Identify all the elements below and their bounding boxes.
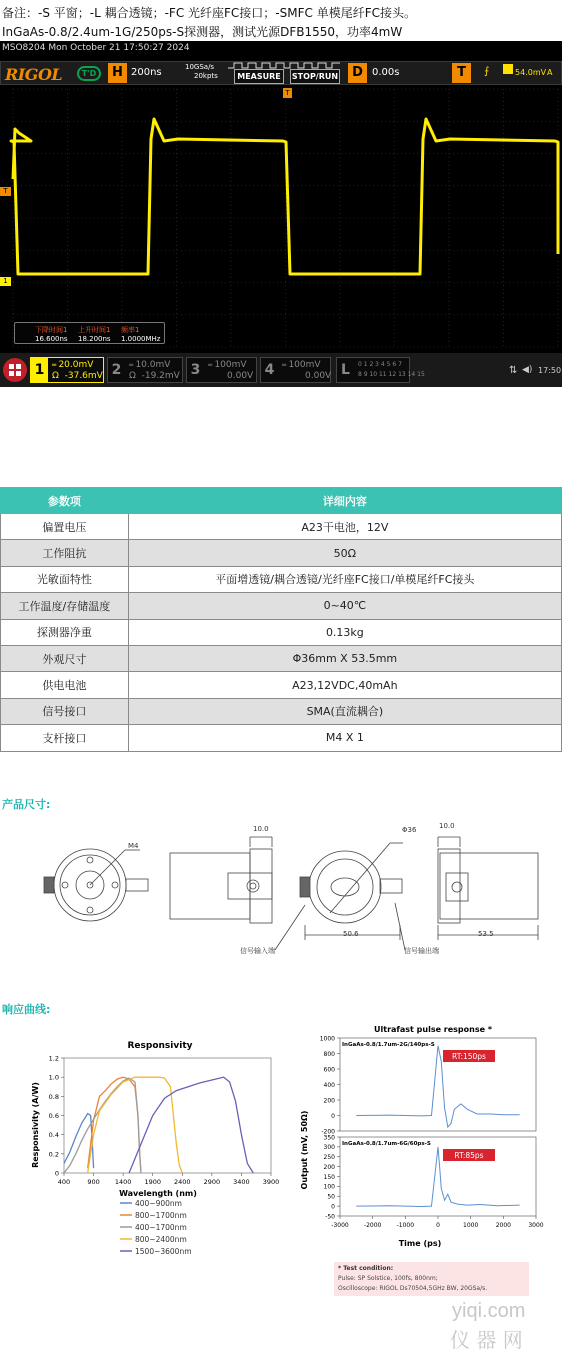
pulse-panel-2 xyxy=(324,1134,536,1220)
test-condition-line-1: Pulse: SP Solstice, 100fs, 800nm; xyxy=(338,1275,438,1282)
legend-label-2: 800~1700nm xyxy=(135,1211,187,1220)
spec-table-header-row xyxy=(1,488,562,514)
param-cell: 供电电池 xyxy=(1,672,129,698)
logic-row-2: 8 9 10 11 12 13 14 15 xyxy=(358,371,425,378)
channel-3-scale: ═ 100mV xyxy=(208,360,247,370)
menu-icon[interactable] xyxy=(3,358,27,382)
channel-3-scale-value: 100mV xyxy=(214,360,247,370)
dim-10-right: 10.0 xyxy=(439,822,455,830)
x-tick-label: 1900 xyxy=(144,1178,161,1186)
trigger-label[interactable]: T xyxy=(452,63,471,83)
note-line-1: 备注：-S 平窗；-L 耦合透镜；-FC 光纤座FC接口；-SMFC 单模尾纤FC接头。 xyxy=(2,6,416,20)
value-cell: 0.13kg xyxy=(128,619,561,645)
channel-1-box[interactable] xyxy=(30,357,104,383)
trigger-edge-icon: ⨍ xyxy=(484,66,490,77)
channel-1-scale: ═ 20.0mV xyxy=(52,360,94,370)
param-cell: 外观尺寸 xyxy=(1,645,129,671)
frequency-value: 1.0000MHz xyxy=(121,335,161,343)
pulse-y-tick-label: 600 xyxy=(323,1066,335,1074)
pulse-y-tick-label: 1000 xyxy=(319,1035,335,1043)
pulse-x-tick-label: -3000 xyxy=(331,1222,349,1229)
logic-channel-box[interactable] xyxy=(336,357,425,383)
pulse-response-chart xyxy=(296,1020,544,1252)
channel-4-scale-value: 100mV xyxy=(288,360,321,370)
value-cell: A23,12VDC,40mAh xyxy=(128,672,561,698)
stop-run-button[interactable]: STOP/RUN xyxy=(290,69,340,84)
channel-4-scale: ═ 100mV xyxy=(282,360,321,370)
pulse-y-tick-label: 250 xyxy=(323,1154,335,1162)
x-tick-label: 2400 xyxy=(174,1178,191,1186)
rise-time-value: 18.200ns xyxy=(78,335,111,343)
channel-1-coupling: Ω xyxy=(52,371,59,381)
pulse-x-tick-label: -1000 xyxy=(396,1222,415,1229)
table-row xyxy=(1,725,562,751)
pulse-x-tick-label: 1000 xyxy=(463,1222,479,1229)
pulse-x-tick-label: 0 xyxy=(436,1222,440,1229)
horizontal-label[interactable]: H xyxy=(108,63,127,83)
pulse-badge-text-2: RT:85ps xyxy=(454,1151,484,1160)
param-cell: 偏置电压 xyxy=(1,514,129,540)
dim-50-6: 50.6 xyxy=(343,930,359,938)
channel-3-box[interactable] xyxy=(186,357,257,383)
pulse-ylabel: Output (mV, 50Ω) xyxy=(300,1110,309,1190)
pulse-panel-label-1: InGaAs-0.8/1.7um-2G/140ps-S xyxy=(342,1042,435,1048)
value-cell: 0~40℃ xyxy=(128,593,561,619)
pulse-y-tick-label: 200 xyxy=(323,1097,335,1105)
test-condition-title: * Test condition: xyxy=(338,1265,394,1272)
channel-2-offset xyxy=(129,371,180,381)
x-tick-label: 400 xyxy=(57,1178,71,1186)
response-title: 响应曲线: xyxy=(2,1003,51,1016)
responsivity-title: Responsivity xyxy=(127,1041,193,1051)
param-cell: 工作阻抗 xyxy=(1,540,129,566)
param-cell: 探测器净重 xyxy=(1,619,129,645)
rigol-logo: RIGOL xyxy=(5,65,63,84)
dim-10-left: 10.0 xyxy=(253,825,269,833)
table-row xyxy=(1,619,562,645)
table-row xyxy=(1,645,562,671)
param-cell: 支杆接口 xyxy=(1,725,129,751)
y-tick-label: 0.2 xyxy=(48,1150,59,1159)
trigger-level-marker[interactable]: T xyxy=(0,187,11,196)
channel-2-scale: ═ 10.0mV xyxy=(129,360,171,370)
channel-2-offset-value: -19.2mV xyxy=(141,371,180,381)
pulse-panel-1 xyxy=(320,1035,536,1135)
table-row xyxy=(1,698,562,724)
y-tick-label: 0.8 xyxy=(48,1092,59,1101)
value-cell: Φ36mm X 53.5mm xyxy=(128,645,561,671)
channel-1-offset xyxy=(52,371,103,381)
table-row xyxy=(1,593,562,619)
sample-rate: 10GSa/s xyxy=(185,63,215,71)
oscilloscope-screen xyxy=(0,41,562,387)
legend-label-5: 1500~3600nm xyxy=(135,1247,192,1256)
value-cell: 平面增透镜/耦合透镜/光纤座FC接口/单模尾纤FC接头 xyxy=(128,566,561,592)
pulse-y-tick-label: 800 xyxy=(323,1050,335,1058)
y-tick-label: 1.0 xyxy=(48,1073,59,1082)
signal-output-label: 信号输出端 xyxy=(404,947,439,955)
responsivity-xlabel: Wavelength (nm) xyxy=(119,1189,197,1198)
pulse-y-tick-label: 400 xyxy=(323,1081,335,1089)
channel-1-offset-value: -37.6mV xyxy=(64,371,103,381)
logic-row-1: 0 1 2 3 4 5 6 7 xyxy=(358,361,402,368)
frequency-label: 频率1 xyxy=(121,326,140,334)
value-cell: SMA(直流耦合) xyxy=(128,698,561,724)
table-row xyxy=(1,540,562,566)
y-tick-label: 0 xyxy=(54,1169,59,1178)
dim-53-5: 53.5 xyxy=(478,930,494,938)
pulse-y-tick-label: 0 xyxy=(331,1112,335,1120)
table-row xyxy=(1,566,562,592)
phi36-label: Φ36 xyxy=(402,826,417,834)
signal-input-label: 信号输入端 xyxy=(240,947,275,955)
channel-2-scale-value: 10.0mV xyxy=(135,360,171,370)
pulse-x-tick-label: 2000 xyxy=(495,1222,511,1229)
dimensions-title: 产品尺寸: xyxy=(2,798,51,811)
series-line-5 xyxy=(129,1077,253,1173)
channel-1-offset-marker[interactable]: 1 xyxy=(0,277,11,286)
channel-4-box[interactable] xyxy=(260,357,331,383)
pulse-y-tick-label: 200 xyxy=(323,1163,335,1171)
grid-lines xyxy=(13,89,558,347)
value-cell: A23干电池，12V xyxy=(128,514,561,540)
channel-1-waveform xyxy=(11,119,558,274)
measurement-panel xyxy=(14,322,165,344)
dimension-drawing xyxy=(0,815,562,965)
fall-time-value: 16.600ns xyxy=(35,335,68,343)
y-tick-label: 1.2 xyxy=(48,1054,59,1063)
legend-label-1: 400~900nm xyxy=(135,1199,182,1208)
trigger-level[interactable]: 54.0mV xyxy=(515,68,547,77)
pulse-panel-label-2: InGaAs-0.8/1.7um-6G/60ps-S xyxy=(342,1141,431,1147)
pulse-xlabel: Time (ps) xyxy=(398,1239,442,1248)
x-tick-label: 3400 xyxy=(233,1178,250,1186)
trigger-position-marker[interactable]: T xyxy=(283,88,292,98)
rise-time-label: 上升时间1 xyxy=(78,326,111,334)
delay-label[interactable]: D xyxy=(348,63,367,83)
responsivity-chart xyxy=(28,1037,288,1292)
x-tick-label: 3900 xyxy=(262,1178,280,1186)
pulse-y-tick-label: 350 xyxy=(323,1134,335,1142)
timebase-value[interactable]: 200ns xyxy=(131,67,162,78)
usb-icon: ⇅ xyxy=(509,365,518,376)
channel-2-coupling: Ω xyxy=(129,371,136,381)
delay-value[interactable]: 0.00s xyxy=(372,67,400,78)
trigger-status-badge: T'D xyxy=(77,66,101,81)
fall-time-label: 下降时间1 xyxy=(35,326,68,334)
y-tick-label: 0.6 xyxy=(48,1112,59,1120)
pulse-y-tick-label: 100 xyxy=(323,1183,335,1191)
channel-4-number: 4 xyxy=(264,362,275,378)
m4-label: M4 xyxy=(128,842,139,850)
pulse-frame xyxy=(340,1038,536,1131)
param-cell: 工作温度/存储温度 xyxy=(1,593,129,619)
clock: 17:50 xyxy=(538,366,562,375)
x-tick-label: 900 xyxy=(87,1178,100,1186)
waveform-grid xyxy=(13,89,558,347)
logic-label: L xyxy=(341,362,350,378)
pulse-y-tick-label: 150 xyxy=(323,1173,335,1181)
trigger-source: A xyxy=(547,68,553,77)
table-row xyxy=(1,514,562,540)
channel-4-offset-value: 0.00V xyxy=(305,371,332,381)
watermark-top: yiqi.com xyxy=(452,1300,526,1322)
test-condition-box xyxy=(334,1262,529,1296)
pulse-y-tick-label: 0 xyxy=(331,1203,335,1211)
y-tick-label: 0.4 xyxy=(48,1131,59,1140)
watermark-bottom: 仪 器 网 xyxy=(450,1328,523,1352)
x-tick-label: 2900 xyxy=(203,1178,221,1186)
pulse-x-tick-label: 3000 xyxy=(528,1222,544,1229)
channel-3-offset-value: 0.00V xyxy=(227,371,254,381)
channel-bar xyxy=(0,353,562,387)
table-row xyxy=(1,672,562,698)
series-line-3 xyxy=(64,1078,141,1173)
value-cell: 50Ω xyxy=(128,540,561,566)
pulse-title: Ultrafast pulse response * xyxy=(374,1025,492,1034)
channel-2-box[interactable] xyxy=(107,357,183,383)
header-detail: 详细内容 xyxy=(128,488,561,514)
trigger-channel-swatch xyxy=(503,64,513,74)
value-cell: M4 X 1 xyxy=(128,725,561,751)
pulse-y-tick-label: -50 xyxy=(325,1213,335,1221)
pulse-y-tick-label: 300 xyxy=(323,1144,335,1152)
x-tick-label: 1400 xyxy=(114,1178,132,1186)
pulse-badge-text-1: RT:150ps xyxy=(452,1052,486,1061)
memory-depth: 20kpts xyxy=(194,72,218,80)
channel-3-number: 3 xyxy=(190,362,201,378)
scope-datetime: MSO8204 Mon October 21 17:50:27 2024 xyxy=(2,43,190,53)
spec-table xyxy=(0,487,562,752)
pulse-y-tick-label: -200 xyxy=(321,1128,335,1136)
legend-label-3: 400~1700nm xyxy=(135,1223,187,1232)
legend-label-4: 800~2400nm xyxy=(135,1235,187,1244)
param-cell: 信号接口 xyxy=(1,698,129,724)
channel-1-number: 1 xyxy=(31,358,48,382)
channel-2-number: 2 xyxy=(111,362,122,378)
pulse-y-tick-label: 50 xyxy=(327,1193,335,1201)
speaker-icon[interactable]: ◀) xyxy=(522,365,533,375)
responsivity-ylabel: Responsivity (A/W) xyxy=(31,1082,40,1168)
pulse-x-tick-label: -2000 xyxy=(363,1222,382,1229)
measure-button[interactable]: MEASURE xyxy=(234,69,284,84)
channel-1-scale-value: 20.0mV xyxy=(58,360,94,370)
note-line-2: InGaAs-0.8/2.4um-1G/250ps-S探测器，测试光源DFB1550，功率4mW xyxy=(2,25,403,39)
test-condition-line-2: Oscilloscope: RIGOL Ds70504,5GHz BW, 20GSa/s. xyxy=(338,1285,488,1292)
param-cell: 光敏面特性 xyxy=(1,566,129,592)
header-param: 参数项 xyxy=(1,488,129,514)
